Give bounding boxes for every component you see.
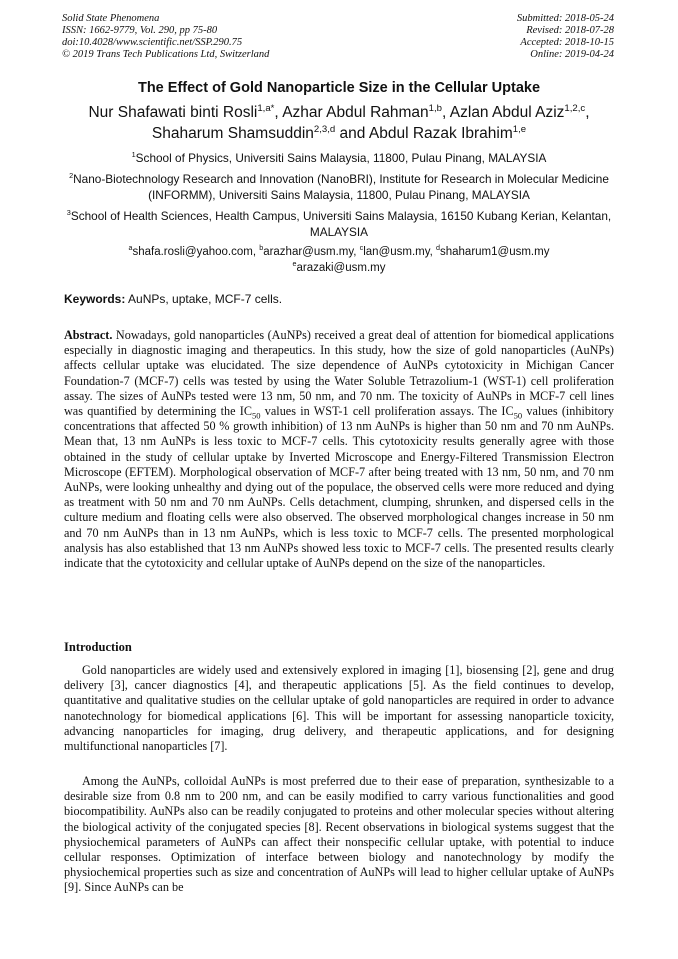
- abstract-text: values in WST-1 cell proliferation assays. The IC: [260, 404, 514, 419]
- affiliation-2: [60, 171, 618, 203]
- author-name: Azhar Abdul Rahman: [282, 104, 429, 121]
- email-separator: ,: [429, 246, 437, 258]
- journal-name: Solid State Phenomena: [62, 13, 160, 24]
- online-date: Online: 2019-04-24: [530, 49, 614, 60]
- author-separator: ,: [274, 104, 283, 121]
- affiliation-number: 3: [66, 208, 71, 218]
- affiliation-text: School of Physics, Universiti Sains Malaysia, 11800, Pulau Pinang, MALAYSIA: [135, 151, 547, 165]
- email-mark: e: [292, 260, 297, 269]
- doi-line: doi:10.4028/www.scientific.net/SSP.290.75: [62, 37, 243, 48]
- introduction-paragraph-1: Gold nanoparticles are widely used and extensively explored in imaging [1], biosensing [2], gene and drug delivery [3], cancer diagnostics [4], and therapeutic applications [5]. As the field continues to develop, quantitative and qualitative studies on the cellular uptake of gold nanoparticles are required in order to advance nanotechnology for biomedical applications [6]. This will be important for assessing nanoparticle toxicity, advancing nanoparticles for imaging, drug delivery, and therapeutic applications, and for designing multifunctional nanoparticles [7].: [64, 663, 614, 754]
- email-mark: c: [359, 244, 364, 253]
- email-mark: a: [128, 244, 133, 253]
- author-name: Azlan Abdul Aziz: [449, 104, 565, 121]
- email-mark: b: [259, 244, 264, 253]
- email-mark: d: [436, 244, 440, 253]
- author-name: Abdul Razak Ibrahim: [368, 125, 513, 142]
- email-separator: ,: [252, 246, 260, 258]
- author-emails: [50, 244, 628, 276]
- email-link[interactable]: arazhar@usm.my: [263, 246, 354, 258]
- revised-date: Revised: 2018-07-28: [526, 25, 614, 36]
- author-separator: ,: [442, 104, 450, 121]
- abstract: [64, 328, 614, 571]
- author-affiliation-mark: 1,b: [428, 102, 443, 114]
- abstract-text: values (inhibitory concentrations that affected 50 % growth inhibition) of 13 nm AuNPs is higher than 50 nm and 70 nm AuNPs. Mean that, 13 nm AuNPs is less toxic to MCF-7 cells. This cytotoxicity results generally agree with those obtained in the study of cellular uptake by Inverted Microscope and Energy-Filtered Transmission Electron Microscope (EFTEM). Morphological observation of MCF-7 after being treated with 13 nm, 50 nm, and 70 nm AuNPs, were looking unhealthy and dying out of the populace, the observed cells were more reduced and dying as treatment with 50 nm and 70 nm AuNPs. Cells detachment, clumping, shrunken, and dispersed cells in the culture medium and floating cells were also observed. The observed morphological changes increase in 50 nm and 70 nm AuNPs than in 13 nm AuNPs, which is less toxic to MCF-7 cells. The presented morphological analysis has also established that 13 nm AuNPs showed less toxic to MCF-7 cells. The presented results clearly indicate that the cytotoxicity and cellular uptake of AuNPs depend on the size of the nanoparticles.: [64, 404, 614, 571]
- accepted-date: Accepted: 2018-10-15: [520, 37, 614, 48]
- abstract-subscript: 50: [251, 410, 261, 421]
- keywords: [64, 292, 614, 306]
- affiliation-1: [60, 150, 618, 166]
- affiliation-text: School of Health Sciences, Health Campus, Universiti Sains Malaysia, 16150 Kubang Kerian, Kelantan, MALAYSIA: [70, 209, 612, 239]
- email-link[interactable]: arazaki@usm.my: [296, 262, 386, 274]
- keywords-label: Keywords:: [64, 292, 126, 306]
- email-separator: ,: [353, 246, 360, 258]
- author-affiliation-mark: 2,3,d: [313, 123, 336, 135]
- author-affiliation-mark: 1,e: [512, 123, 527, 135]
- dates-header: [517, 13, 614, 61]
- author-name: Nur Shafawati binti Rosli: [88, 104, 258, 121]
- abstract-label: Abstract.: [64, 328, 113, 342]
- journal-header: [62, 13, 269, 61]
- affiliation-number: 2: [69, 171, 74, 181]
- affiliation-number: 1: [131, 150, 136, 160]
- author-list: [40, 102, 638, 144]
- author-name: Shaharum Shamsuddin: [151, 125, 314, 142]
- author-separator: ,: [585, 104, 590, 121]
- email-link[interactable]: shaharum1@usm.my: [440, 246, 550, 258]
- abstract-text: Nowadays, gold nanoparticles (AuNPs) received a great deal of attention for biomedical applications especially in diagnostic imaging and therapeutics. In this study, how the size of gold nanoparticles (AuNPs) affects cellular uptake was elucidated. The size dependence of AuNPs cytotoxicity in Michigan Cancer Foundation-7 (MCF-7) cells was tested by using the Water Soluble Tetrazolium-1 (WST-1) cell proliferation assay. The sizes of AuNPs tested were 13 nm, 50 nm, and 70 nm. The toxicity of AuNPs in MCF-7 cell lines was quantified by determining the IC: [64, 328, 614, 419]
- author-separator: and: [335, 125, 369, 142]
- email-link[interactable]: lan@usm.my: [363, 246, 430, 258]
- copyright-line: © 2019 Trans Tech Publications Ltd, Switzerland: [62, 49, 270, 60]
- affiliation-3: [60, 208, 618, 240]
- issn-line: ISSN: 1662-9779, Vol. 290, pp 75-80: [62, 25, 218, 36]
- submitted-date: Submitted: 2018-05-24: [516, 13, 614, 24]
- author-affiliation-mark: 1,2,c: [564, 102, 586, 114]
- affiliation-text: Nano-Biotechnology Research and Innovation (NanoBRI), Institute for Research in Molecular Medicine (INFORMM), Universiti Sains Malaysia, 11800, Pulau Pinang, MALAYSIA: [73, 172, 609, 202]
- abstract-subscript: 50: [513, 410, 523, 421]
- author-affiliation-mark: 1,a*: [257, 102, 275, 114]
- paper-title: The Effect of Gold Nanoparticle Size in the Cellular Uptake: [137, 80, 541, 96]
- introduction-paragraph-2: Among the AuNPs, colloidal AuNPs is most preferred due to their ease of preparation, synthesizable to a desirable size from 0.8 nm to 200 nm, and can be easily modified to carry various functionalities and good biocompatibility. AuNPs also can be readily conjugated to proteins and other molecular species without altering the biological activity of the conjugated species [8]. Recent observations in biological systems suggest that the physiochemical parameters of AuNPs can affect their nonspecific cellular uptake, with potential to induce cellular responses. Optimization of interface between biology and nanotechnology by modify the physiochemical properties such as size and concentration of AuNPs will lead to higher cellular uptake of AuNPs [9]. Since AuNPs can be: [64, 774, 614, 895]
- introduction-heading: Introduction: [64, 640, 132, 654]
- email-link[interactable]: shafa.rosli@yahoo.com: [132, 246, 253, 258]
- keywords-text: AuNPs, uptake, MCF-7 cells.: [125, 292, 283, 306]
